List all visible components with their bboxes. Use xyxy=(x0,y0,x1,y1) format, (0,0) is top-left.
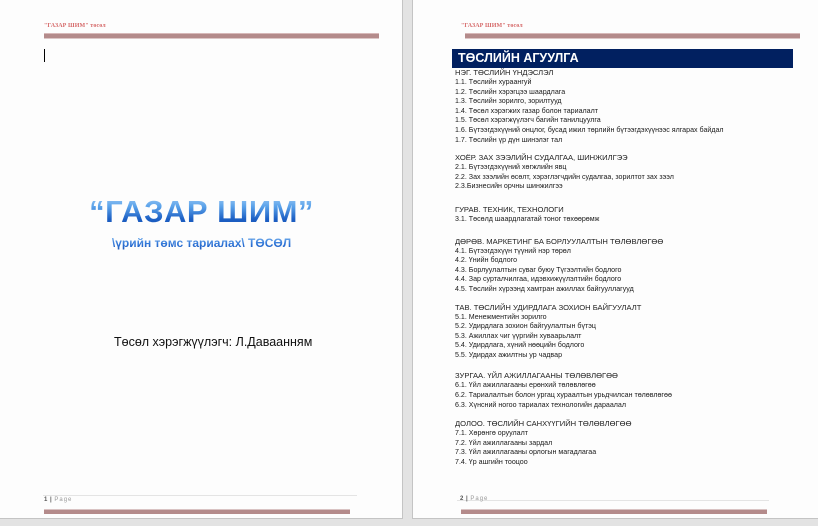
page-number: 1 xyxy=(44,497,48,503)
footer-separator: | xyxy=(50,497,52,503)
page-label: Page xyxy=(470,496,489,502)
toc-item[interactable]: 6.1. Үйл ажиллагааны ерөнхий төлөвлөгөө xyxy=(455,381,596,390)
toc-item[interactable]: 6.2. Тариалалтын болон ургац хураалтын урьдчилсан төлөвлөгөө xyxy=(455,391,672,400)
header-rule xyxy=(44,33,379,39)
toc-item[interactable]: 2.3.Бизнесийн орчны шинжилгээ xyxy=(455,182,563,191)
toc-item[interactable]: 5.1. Менежментийн зорилго xyxy=(455,312,547,321)
toc-section-7 xyxy=(455,419,800,467)
toc-item[interactable]: 5.4. Удирдлага, хүний нөөцийн бодлого xyxy=(455,341,585,350)
header-rule xyxy=(465,33,800,39)
toc-section-title[interactable]: ДӨРӨВ. МАРКЕТИНГ БА БОРЛУУЛАЛТЫН ТӨЛӨВЛӨГӨӨ xyxy=(455,236,664,246)
page-header-text: "ГАЗАР ШИМ" төсөл xyxy=(44,23,106,29)
footer-line xyxy=(43,495,357,496)
toc-item[interactable]: 4.3. Борлуулалтын суваг буюу Түгээлтийн бодлого xyxy=(455,265,622,274)
toc-section-6 xyxy=(455,371,800,410)
toc-item[interactable]: 1.7. Төслийн үр дүн шинэлэг тал xyxy=(455,135,563,144)
toc-item[interactable]: 5.5. Удирдах ажилтны ур чадвар xyxy=(455,350,563,359)
page-footer xyxy=(44,497,72,503)
cover-subtitle: \үрийн төмс тариалах\ ТӨСӨЛ xyxy=(0,236,403,250)
toc-item[interactable]: 1.1. Төслийн хураангуй xyxy=(455,78,532,86)
page-footer xyxy=(460,496,488,502)
toc-section-title[interactable]: ГУРАВ. ТЕХНИК, ТЕХНОЛОГИ xyxy=(455,204,564,214)
toc-section-title[interactable]: ХОЁР. ЗАХ ЗЭЭЛИЙН СУДАЛГАА, ШИНЖИЛГЭЭ xyxy=(455,153,628,163)
toc-item[interactable]: 1.6. Бүтээгдэхүүний онцлог, бусад ижил төрлийн бүтээгдэхүүнээс ялгарах байдал xyxy=(455,125,724,134)
toc-section-4 xyxy=(455,237,800,295)
footer-separator: | xyxy=(466,496,468,502)
toc-section-title[interactable]: ЗУРГАА. ҮЙЛ АЖИЛЛАГААНЫ ТӨЛӨВЛӨГӨӨ xyxy=(455,371,618,381)
page-header-text: "ГАЗАР ШИМ" төсөл xyxy=(461,23,523,29)
toc-item[interactable]: 3.1. Төсөлд шаардлагатай тоног төхөөрөмж xyxy=(455,214,600,223)
toc-section-title[interactable]: ДОЛОО. ТӨСЛИЙН САНХҮҮГИЙН ТӨЛӨВЛӨГӨӨ xyxy=(455,419,632,429)
toc-item[interactable]: 2.1. Бүтээгдэхүүний хөгжлийн явц xyxy=(455,163,567,172)
toc-item[interactable]: 5.3. Ажиллах чиг үүргийн хуваарьлалт xyxy=(455,331,582,340)
toc-section-5 xyxy=(455,303,800,361)
toc-item[interactable]: 7.2. Үйл ажиллагааны зардал xyxy=(455,438,553,447)
toc-item[interactable]: 5.2. Удирдлага зохион байгуулалтын бүтэц xyxy=(455,322,596,331)
toc-item[interactable]: 4.2. Үнийн бодлого xyxy=(455,256,518,265)
footer-rule xyxy=(44,509,350,514)
footer-rule xyxy=(461,509,767,514)
toc-section-title[interactable]: ТАВ. ТӨСЛИЙН УДИРДЛАГА ЗОХИОН БАЙГУУЛАЛТ xyxy=(455,302,642,312)
cover-title: “ГАЗАР ШИМ” xyxy=(0,194,403,230)
text-cursor xyxy=(44,49,45,62)
toc-section-title[interactable]: НЭГ. ТӨСЛИЙН ҮНДЭСЛЭЛ xyxy=(455,68,554,77)
page-number: 2 xyxy=(460,496,464,502)
footer-line xyxy=(457,500,769,501)
toc-item[interactable]: 7.3. Үйл ажиллагааны орлогын магадлагаа xyxy=(455,448,597,457)
toc-item[interactable]: 4.4. Зар сурталчилгаа, идэвхижүүлэлтийн бодлого xyxy=(455,275,622,284)
toc-item[interactable]: 4.1. Бүтээгдэхүүн түүний нэр төрөл xyxy=(455,246,571,255)
toc-section-2 xyxy=(455,153,800,192)
table-of-contents xyxy=(455,68,800,468)
toc-item[interactable]: 1.3. Төслийн зорилго, зорилтууд xyxy=(455,97,562,106)
toc-item[interactable]: 7.4. Үр ашгийн тооцоо xyxy=(455,458,528,467)
toc-item[interactable]: 1.5. Төсөл хэрэгжүүлэгч багийн танилцуулга xyxy=(455,116,601,125)
toc-item[interactable]: 4.5. Төслийн хүрээнд хамтран ажиллах байгууллагууд xyxy=(455,284,634,293)
toc-item[interactable]: 1.2. Төслийн хэрэгцээ шаардлага xyxy=(455,87,566,96)
toc-section-1 xyxy=(455,68,800,145)
toc-title: ТӨСЛИЙН АГУУЛГА xyxy=(452,49,793,68)
page-label: Page xyxy=(54,497,73,503)
toc-section-3 xyxy=(455,205,800,225)
cover-author: Төсөл хэрэгжүүлэгч: Л.Даваанням xyxy=(114,335,313,349)
toc-item[interactable]: 2.2. Зах зээлийн өсөлт, хэрэглэгчдийн судалгаа, зорилтот зах зээл xyxy=(455,172,674,181)
toc-item[interactable]: 6.3. Хүнсний ногоо тариалах технологийн дараалал xyxy=(455,400,627,409)
toc-item[interactable]: 7.1. Хөрөнгө оруулалт xyxy=(455,429,529,438)
toc-item[interactable]: 1.4. Төсөл хэрэгжих газар болон тариалалт xyxy=(455,106,598,115)
document-page-1[interactable] xyxy=(0,0,403,519)
